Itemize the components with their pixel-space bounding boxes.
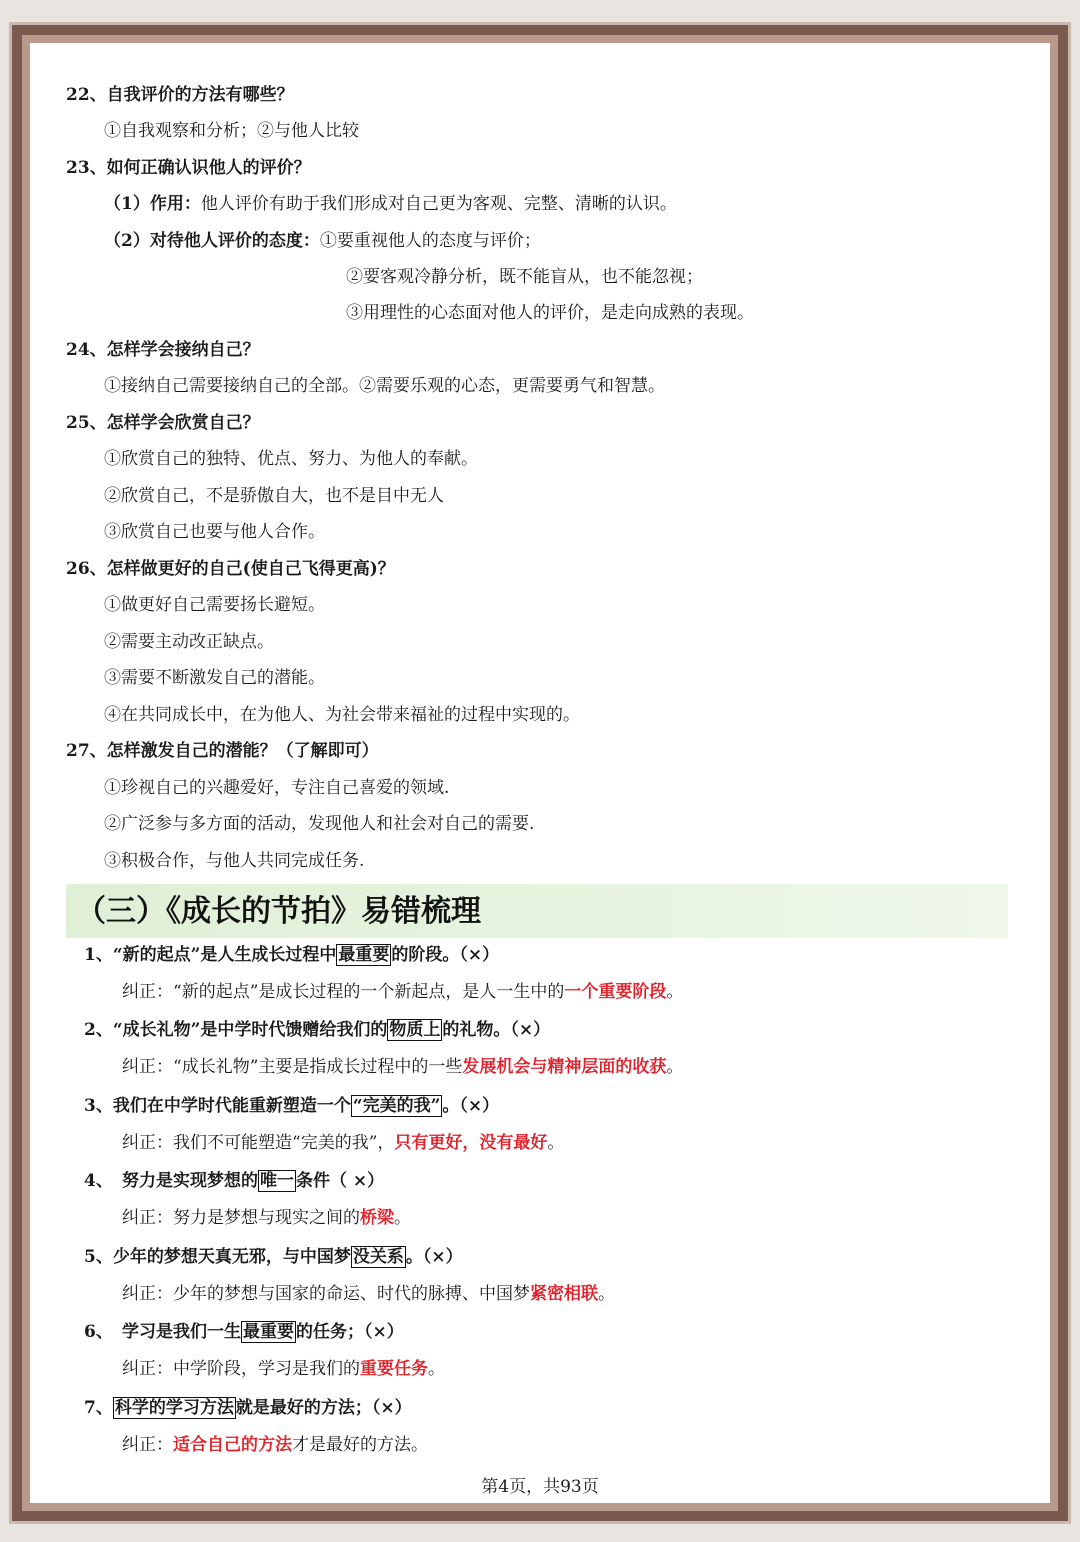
error-item-number: 1、 [84,945,113,965]
question-23-title: 23、如何正确认识他人的评价？ [66,158,311,178]
answer-23-1 [104,192,677,216]
error-item-text: “成长礼物”是中学时代馈赠给我们的 [112,1020,388,1040]
answer-26-4: ④在共同成长中，在为他人、为社会带来福祉的过程中实现的。 [104,705,580,725]
error-item-correction [122,980,683,1004]
error-item-correction [122,1357,445,1381]
question-27-title: 27、怎样激发自己的潜能？（了解即可） [66,741,379,761]
answer-23-2-text: ①要重视他人的态度与评价； [319,231,541,251]
correction-highlight: 紧密相联 [530,1284,598,1304]
answer-23-2b: ②要客观冷静分析，既不能盲从，也不能忽视； [346,267,703,287]
error-item-keyword-box: 最重要 [338,945,390,965]
error-item-keyword-box: 最重要 [243,1322,294,1342]
correction-text: 。 [428,1359,445,1379]
answer-23-1-label: （1）作用： [104,194,201,214]
correction-text: 纠正：“新的起点”是成长过程的一个新起点，是人一生中的 [122,982,565,1002]
page-number: 第4页，共93页 [481,1477,599,1497]
error-item-text: 的礼物。（×） [442,1020,551,1040]
error-item-keyword-box: 物质上 [389,1020,441,1040]
answer-27-3: ③积极合作，与他人共同完成任务. [104,851,365,871]
error-item-text: 就是最好的方法；（×） [235,1398,412,1418]
correction-text: 纠正：中学阶段，学习是我们的 [122,1359,360,1379]
correction-text: 才是最好的方法。 [292,1435,428,1455]
correction-text: 纠正：“成长礼物”主要是指成长过程中的一些 [122,1057,463,1077]
question-25-title: 25、怎样学会欣赏自己？ [66,413,260,433]
answer-25-3: ③欣赏自己也要与他人合作。 [104,522,325,542]
error-item-text: “新的起点”是人生成长过程中 [112,945,337,965]
error-item-correction [122,1282,615,1306]
correction-text: 纠正：我们不可能塑造“完美的我”， [122,1133,395,1153]
error-item-text: 学习是我们一生 [122,1322,241,1342]
error-item-correction [122,1131,564,1155]
error-item-number: 6、 [84,1322,113,1342]
section-heading-bar [66,884,1008,938]
error-item-correction [122,1055,683,1079]
error-item-statement [84,1169,384,1193]
correction-text: 纠正：少年的梦想与国家的命运、时代的脉搏、中国梦 [122,1284,530,1304]
answer-23-1-text: 他人评价有助于我们形成对自己更为客观、完整、清晰的认识。 [200,194,677,214]
error-item-text: 。（×） [442,1096,500,1116]
answer-25-1: ①欣赏自己的独特、优点、努力、为他人的奉献。 [104,449,478,469]
error-item-keyword-box: 没关系 [352,1247,404,1267]
error-item-text: 我们在中学时代能重新塑造一个 [112,1096,351,1116]
error-item-statement [84,1396,412,1420]
error-item-statement [84,1094,499,1118]
answer-23-2-label: （2）对待他人评价的态度： [104,231,320,251]
answer-23-2c: ③用理性的心态面对他人的评价，是走向成熟的表现。 [346,303,754,323]
correction-highlight: 只有更好，没有最好 [394,1133,548,1153]
error-item-correction [122,1433,428,1457]
error-item-number: 3、 [84,1096,113,1116]
error-item-text: 条件（ ×） [296,1171,385,1191]
answer-26-2: ②需要主动改正缺点。 [104,632,274,652]
answer-26-3: ③需要不断激发自己的潜能。 [104,668,325,688]
error-item-number: 5、 [84,1247,113,1267]
answer-24-1: ①接纳自己需要接纳自己的全部。②需要乐观的心态，更需要勇气和智慧。 [104,376,665,396]
question-22-title: 22、自我评价的方法有哪些？ [66,85,294,105]
correction-highlight: 桥梁 [360,1208,394,1228]
error-item-keyword-box: 唯一 [260,1171,294,1191]
answer-22-1: ①自我观察和分析；②与他人比较 [104,121,359,141]
correction-text: 。 [394,1208,411,1228]
correction-highlight: 一个重要阶段 [564,982,667,1002]
error-item-keyword-box: 科学的学习方法 [114,1398,234,1418]
error-item-statement [84,943,499,967]
correction-highlight: 适合自己的方法 [173,1435,292,1455]
error-item-text: 。（×） [405,1247,463,1267]
error-item-number: 7、 [84,1398,113,1418]
correction-text: 纠正： [122,1435,173,1455]
correction-text: 。 [666,982,684,1002]
error-item-text: 的任务；（×） [296,1322,404,1342]
answer-26-1: ①做更好自己需要扬长避短。 [104,595,325,615]
correction-text: 。 [666,1057,684,1077]
error-item-text: 努力是实现梦想的 [122,1171,258,1191]
error-item-statement [84,1245,463,1269]
correction-highlight: 重要任务 [360,1359,428,1379]
correction-text: 纠正：努力是梦想与现实之间的 [122,1208,360,1228]
question-26-title: 26、怎样做更好的自己(使自己飞得更高)？ [66,559,395,579]
correction-text: 。 [598,1284,615,1304]
error-item-keyword-box: “完美的我” [352,1096,441,1116]
correction-text: 。 [547,1133,565,1153]
error-item-number: 4、 [84,1171,113,1191]
answer-27-2: ②广泛参与多方面的活动，发现他人和社会对自己的需要. [104,814,535,834]
answer-25-2: ②欣赏自己，不是骄傲自大，也不是目中无人 [104,486,444,506]
error-item-statement [84,1320,404,1344]
error-item-text: 少年的梦想天真无邪，与中国梦 [112,1247,351,1267]
section-title: （三）《成长的节拍》易错梳理 [76,894,481,929]
error-item-text: 的阶段。（×） [391,945,500,965]
error-item-number: 2、 [84,1020,113,1040]
correction-highlight: 发展机会与精神层面的收获 [462,1057,667,1077]
question-24-title: 24、怎样学会接纳自己？ [66,340,260,360]
answer-23-2 [104,229,541,253]
answer-27-1: ①珍视自己的兴趣爱好，专注自己喜爱的领域. [104,778,450,798]
error-item-correction [122,1206,411,1230]
error-item-statement [84,1018,550,1042]
